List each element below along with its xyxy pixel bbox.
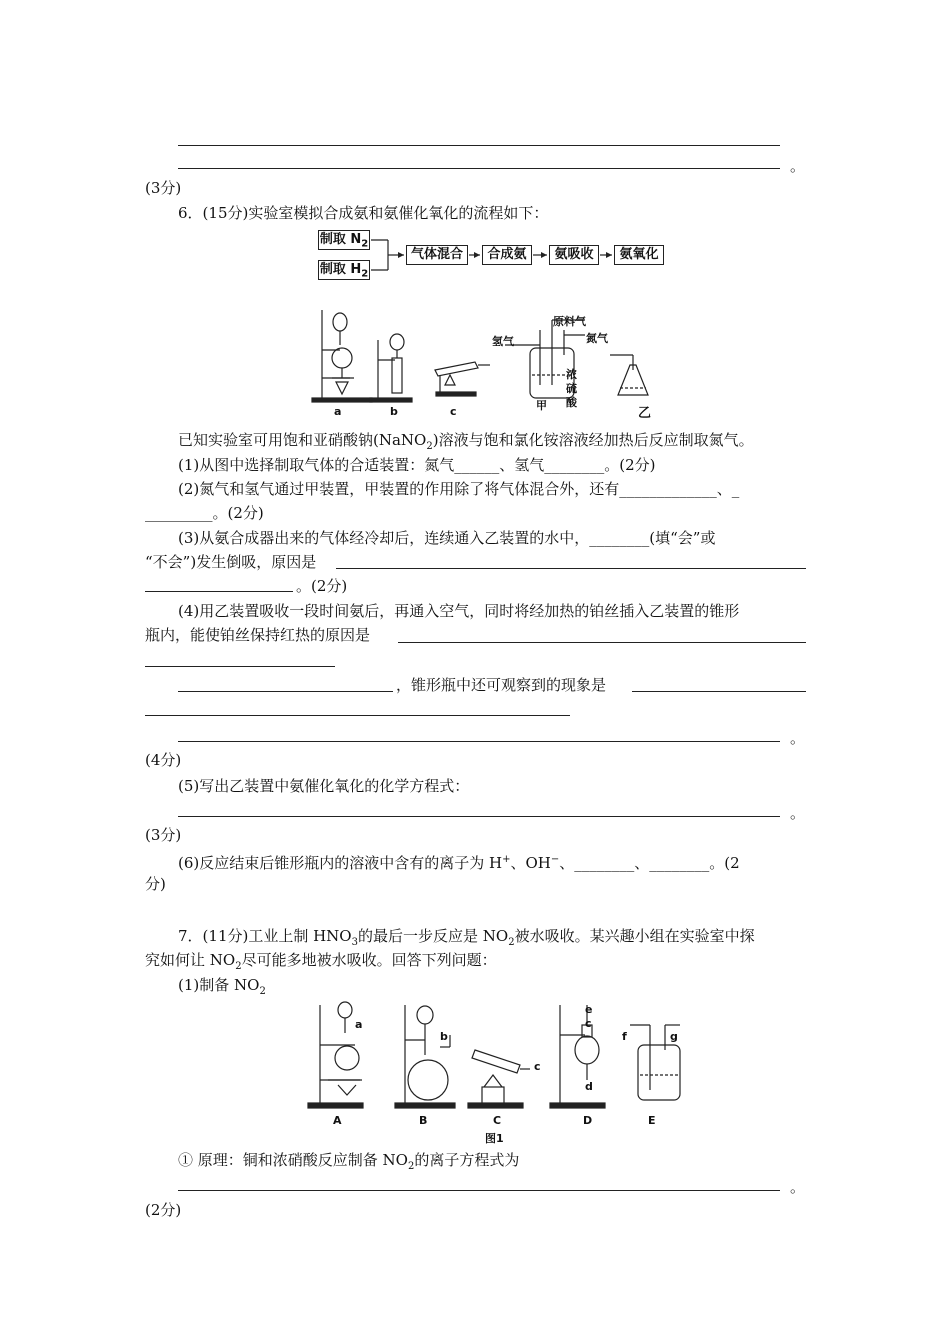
q7-principle: ① 原理：铜和浓硝酸反应制备 $NO_2$的离子方程式为 (178, 1151, 520, 1172)
answer-line[interactable] (178, 1190, 780, 1191)
flow-box-oxi: 氨氧化 (614, 245, 664, 265)
fig1-label-E: E (648, 1114, 656, 1127)
period: 。 (790, 1178, 806, 1196)
q6-known: 已知实验室可用饱和亚硝酸钠(NaNO$_2$)溶液与饱和氯化铵溶液经加热后反应制取氮气。 (178, 431, 754, 452)
app-label-b: b (390, 405, 398, 418)
q6-part3-score: 。(2分) (296, 577, 348, 595)
fig1-label-f: f (622, 1030, 627, 1043)
fig1-label-g: g (670, 1030, 678, 1043)
q7-heading-line2: 究如何让 $NO_2$尽可能多地被水吸收。回答下列问题： (145, 951, 497, 972)
fig1-label-b: b (440, 1030, 448, 1043)
q6-part4-score: (4分) (145, 751, 182, 769)
fig1-label-c2: c (585, 1017, 592, 1030)
fig1-label-c: c (534, 1060, 541, 1073)
app-label-acid3: 酸 (566, 396, 577, 409)
q6-part2-line2: _________。(2分) (145, 504, 264, 522)
flow-box-syn: 合成氨 (482, 245, 532, 265)
q6-part3-line1: (3)从氨合成器出来的气体经冷却后，连续通入乙装置的水中，________(填“会”或 (178, 529, 716, 547)
app-label-raw: 原料气 (553, 315, 586, 328)
fig1-caption: 图1 (485, 1132, 504, 1145)
fig1-label-A: A (333, 1114, 342, 1127)
app-label-jia: 甲 (536, 399, 547, 412)
q7-principle-score: (2分) (145, 1201, 182, 1219)
answer-line[interactable] (145, 666, 335, 667)
fig1-label-d: d (585, 1080, 593, 1093)
app-label-h2: 氢气 (492, 335, 514, 348)
flow-arrows (0, 0, 950, 300)
q6-part6-score: 分) (145, 875, 166, 893)
q6-heading: 6．(15分)实验室模拟合成氨和氨催化氧化的流程如下： (178, 204, 549, 222)
apparatus-figure-1 (300, 995, 690, 1120)
q6-part1: (1)从图中选择制取气体的合适装置：氮气______、氢气________。(2分) (178, 456, 656, 474)
answer-line[interactable] (336, 568, 806, 569)
app-label-acid1: 浓 (566, 368, 577, 381)
answer-line[interactable] (145, 591, 293, 592)
period: 。 (790, 157, 806, 175)
fig1-label-e: e (585, 1003, 593, 1016)
q7-part1: (1)制备 $NO_2$ (178, 976, 266, 997)
answer-line[interactable] (178, 691, 393, 692)
q6-part3-line2: “不会”)发生倒吸，原因是 (145, 553, 317, 571)
q6-part6: (6)反应结束后锥形瓶内的溶液中含有的离子为 H+、OH−、________、________。(2 (178, 854, 740, 872)
fig1-label-C: C (493, 1114, 502, 1127)
q7-heading: 7．(11分)工业上制 $HNO_3$的最后一步反应是 $NO_2$被水吸收。某兴趣小组在实验室中探 (178, 927, 755, 948)
flow-box-h2: 制取 $H_2$ (319, 262, 369, 280)
q6-part4-line1: (4)用乙装置吸收一段时间氨后，再通入空气，同时将经加热的铂丝插入乙装置的锥形 (178, 602, 740, 620)
q6-part2-line1: (2)氮气和氢气通过甲装置，甲装置的作用除了将气体混合外，还有_____________、_ (178, 480, 740, 498)
app-label-c: c (450, 405, 457, 418)
period: 。 (790, 729, 806, 747)
q6-part5-score: (3分) (145, 826, 182, 844)
q6-part5: (5)写出乙装置中氨催化氧化的化学方程式： (178, 777, 470, 795)
fig1-label-B: B (419, 1114, 428, 1127)
fig1-label-D: D (583, 1114, 593, 1127)
answer-line[interactable] (178, 741, 780, 742)
app-label-n2: 氮气 (586, 332, 608, 345)
fig1-label-a: a (355, 1018, 363, 1031)
period: 。 (790, 804, 806, 822)
flow-box-mix: 气体混合 (406, 245, 468, 265)
app-label-yi: 乙 (638, 406, 652, 421)
answer-line[interactable] (178, 816, 780, 817)
q6-part4-line3: ，锥形瓶中还可观察到的现象是 (396, 676, 607, 694)
app-label-acid2: 硫 (566, 382, 577, 395)
answer-line[interactable] (632, 691, 806, 692)
apparatus-figure-q6 (300, 300, 660, 425)
app-label-a: a (334, 405, 342, 418)
flow-box-n2: 制取 $N_2$ (319, 232, 369, 250)
answer-line[interactable] (398, 642, 806, 643)
flow-box-abs: 氨吸收 (549, 245, 599, 265)
answer-line[interactable] (145, 715, 570, 716)
q6-part4-line2: 瓶内，能使铂丝保持红热的原因是 (145, 626, 371, 644)
score: (3分) (145, 179, 182, 197)
